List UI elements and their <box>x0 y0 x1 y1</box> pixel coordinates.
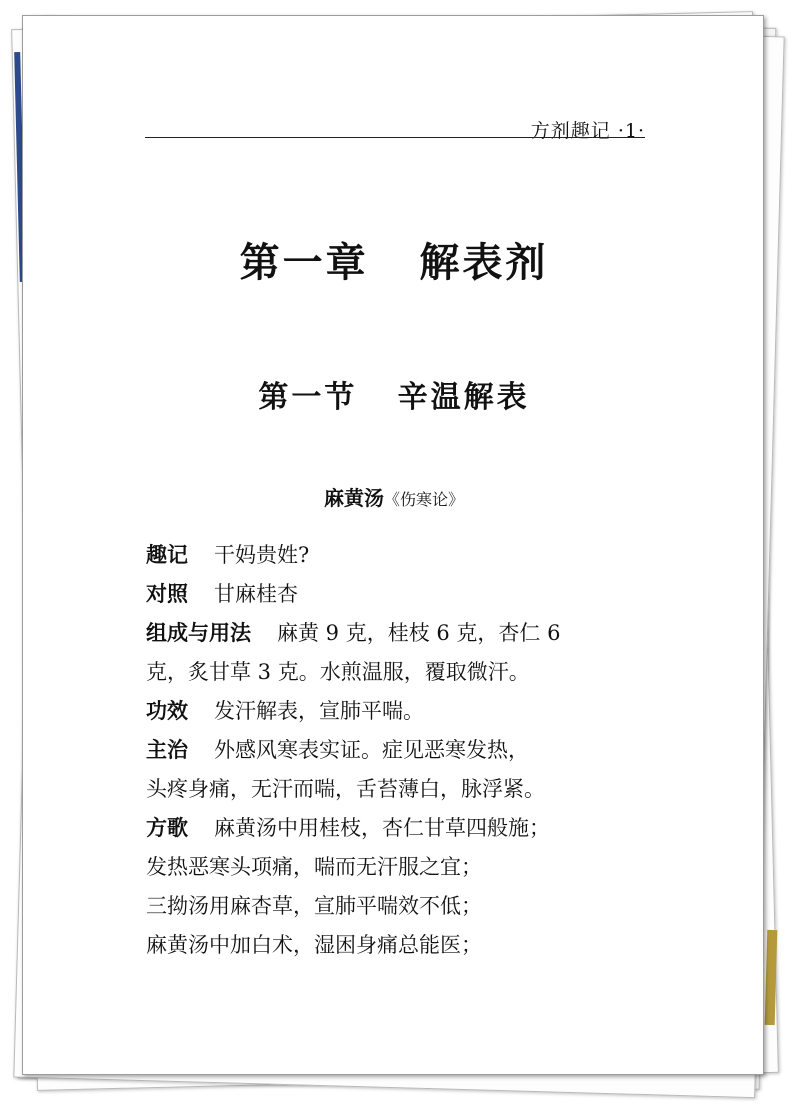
section-title: 第一节 辛温解表 <box>258 380 530 415</box>
entry-label: 功效 <box>146 699 188 723</box>
formula-heading <box>23 482 765 511</box>
header-rule <box>145 137 645 138</box>
formula-source: 《伤寒论》 <box>383 490 464 509</box>
entry-quji <box>146 536 656 575</box>
verse-line: 发热恶寒头项痛，喘而无汗服之宜； <box>146 855 482 879</box>
entry-text: 发汗解表，宣肺平喘。 <box>214 699 424 723</box>
entry-zhuzhi-continued: 头疼身痛，无汗而喘，舌苔薄白，脉浮紧。 <box>146 777 545 801</box>
entry-text-line: 外感风寒表实证。症见恶寒发热， <box>214 738 529 762</box>
entry-text-line: 麻黄 9 克，桂枝 6 克，杏仁 6 <box>277 621 561 645</box>
verse-line: 麻黄汤中加白术，湿困身痛总能医； <box>146 933 482 957</box>
entry-zhuzhi <box>146 731 656 770</box>
entry-label: 方歌 <box>146 816 188 840</box>
chapter-title: 第一章 解表剂 <box>239 239 549 286</box>
entry-fangge <box>146 809 656 848</box>
running-head: 方剂趣记 ·1· <box>530 120 645 142</box>
entry-gongxiao <box>146 692 656 731</box>
entry-label: 主治 <box>146 738 188 762</box>
entry-label: 对照 <box>146 582 188 606</box>
entry-zucheng-continued: 克，炙甘草 3 克。水煎温服，覆取微汗。 <box>146 660 530 684</box>
entry-label: 组成与用法 <box>146 621 251 645</box>
verse-line: 三拗汤用麻杏草，宣肺平喘效不低； <box>146 894 482 918</box>
entry-duizhao <box>146 575 656 614</box>
entry-text: 甘麻桂杏 <box>214 582 298 606</box>
entry-zucheng <box>146 614 656 653</box>
formula-body <box>146 536 656 965</box>
verse-line: 麻黄汤中用桂枝，杏仁甘草四般施； <box>214 816 550 840</box>
entry-label: 趣记 <box>146 543 188 567</box>
formula-name: 麻黄汤 <box>323 486 384 510</box>
entry-text: 干妈贵姓? <box>214 543 310 567</box>
book-page <box>22 15 764 1075</box>
